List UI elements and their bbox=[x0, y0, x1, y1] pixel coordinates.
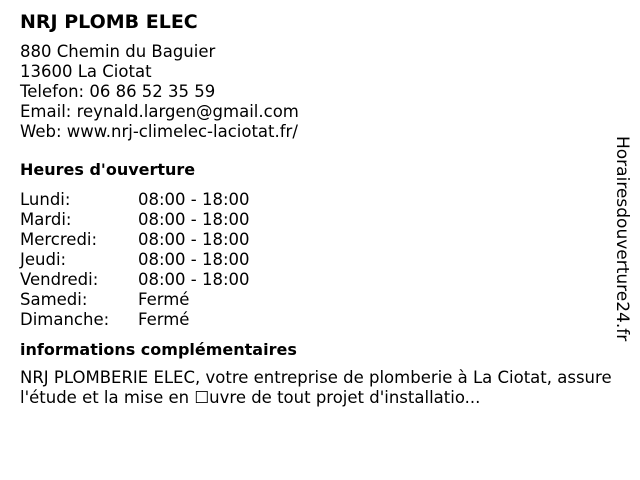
day-hours: Fermé bbox=[138, 290, 190, 309]
day-hours: Fermé bbox=[138, 310, 190, 329]
email-line: Email: reynald.largen@gmail.com bbox=[20, 102, 299, 121]
hours-title: Heures d'ouverture bbox=[20, 160, 196, 179]
hours-row-saturday bbox=[20, 290, 605, 310]
day-hours: 08:00 - 18:00 bbox=[138, 210, 250, 229]
day-hours: 08:00 - 18:00 bbox=[138, 270, 250, 289]
day-label: Samedi: bbox=[20, 290, 88, 309]
day-hours: 08:00 - 18:00 bbox=[138, 250, 250, 269]
info-description: NRJ PLOMBERIE ELEC, votre entreprise de plomberie à La Ciotat, assure l'étude et la mise en ☐uvre de tout projet d'installatio... bbox=[20, 368, 612, 407]
day-hours: 08:00 - 18:00 bbox=[138, 190, 250, 209]
address-street: 880 Chemin du Baguier bbox=[20, 42, 216, 61]
business-name: NRJ PLOMB ELEC bbox=[20, 11, 198, 33]
day-label: Vendredi: bbox=[20, 270, 99, 289]
day-label: Mardi: bbox=[20, 210, 72, 229]
hours-row-monday bbox=[20, 190, 605, 210]
hours-row-wednesday bbox=[20, 230, 605, 250]
day-label: Jeudi: bbox=[20, 250, 67, 269]
day-label: Mercredi: bbox=[20, 230, 98, 249]
hours-row-friday bbox=[20, 270, 605, 290]
hours-row-sunday bbox=[20, 310, 605, 330]
hours-row-tuesday bbox=[20, 210, 605, 230]
hours-row-thursday bbox=[20, 250, 605, 270]
day-label: Dimanche: bbox=[20, 310, 110, 329]
watermark-text: Horairesdouverture24.fr bbox=[612, 136, 632, 342]
phone-line: Telefon: 06 86 52 35 59 bbox=[20, 82, 216, 101]
day-label: Lundi: bbox=[20, 190, 71, 209]
web-line: Web: www.nrj-climelec-laciotat.fr/ bbox=[20, 122, 298, 141]
day-hours: 08:00 - 18:00 bbox=[138, 230, 250, 249]
hours-table bbox=[20, 190, 605, 330]
business-card bbox=[20, 10, 612, 408]
info-title: informations complémentaires bbox=[20, 340, 297, 359]
address-city: 13600 La Ciotat bbox=[20, 62, 152, 81]
